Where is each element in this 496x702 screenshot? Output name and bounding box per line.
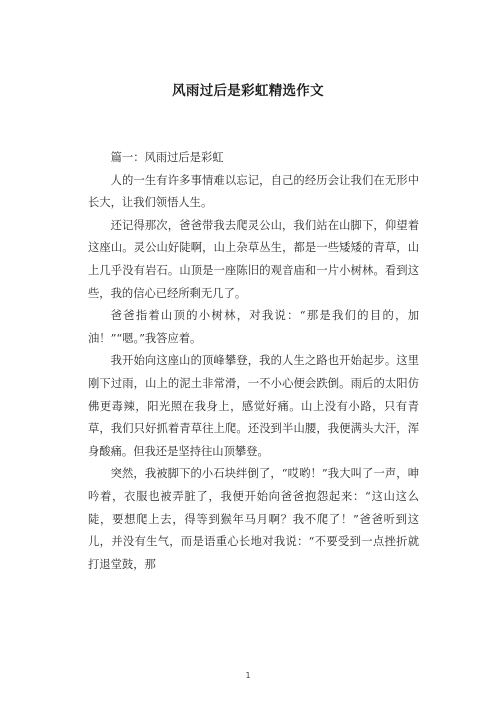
paragraph-4: 我开始向这座山的顶峰攀登，我的人生之路也开始起步。这里刚下过雨，山上的泥土非常滑，一不小心便会跌倒。雨后的太阳仿佛更毒辣，阳光照在我身上，感觉好痛。山上没有小路，只有青草，我们只好抓着青草往上爬。还没到半山腰，我便满头大汗，浑身酸痛。但我还是坚持往山顶攀登。 xyxy=(88,354,419,458)
paragraph-1: 人的一生有许多事情难以忘记，自己的经历会让我们在无形中长大，让我们领悟人生。 xyxy=(88,173,419,210)
paragraph-3: 爸爸指着山顶的小树林，对我说：“那是我们的目的，加油！”“嗯。”我答应着。 xyxy=(88,309,419,345)
paragraph-2: 还记得那次，爸爸带我去爬灵公山，我们站在山脚下，仰望着这座山。灵公山好陡啊，山上杂草丛生，都是一些矮矮的青草，山上几乎没有岩石。山顶是一座陈旧的观音庙和一片小树林。看到这些，我的信心已经所剩无几了。 xyxy=(88,218,419,300)
document-title: 风雨过后是彩虹精选作文 xyxy=(172,83,324,99)
paragraph-5: 突然，我被脚下的小石块绊倒了，“哎哟！”我大叫了一声，呻吟着，衣服也被弄脏了，我便开始向爸爸抱怨起来：“这山这么陡，要想爬上去，得等到猴年马月啊？我不爬了！”爸爸听到这儿，并没有生气，而是语重心长地对我说：“不要受到一点挫折就打退堂鼓，那 xyxy=(88,467,419,571)
section-heading: 篇一：风雨过后是彩虹 xyxy=(110,151,224,164)
page-number: 1 xyxy=(245,671,251,680)
document-body xyxy=(88,147,419,576)
